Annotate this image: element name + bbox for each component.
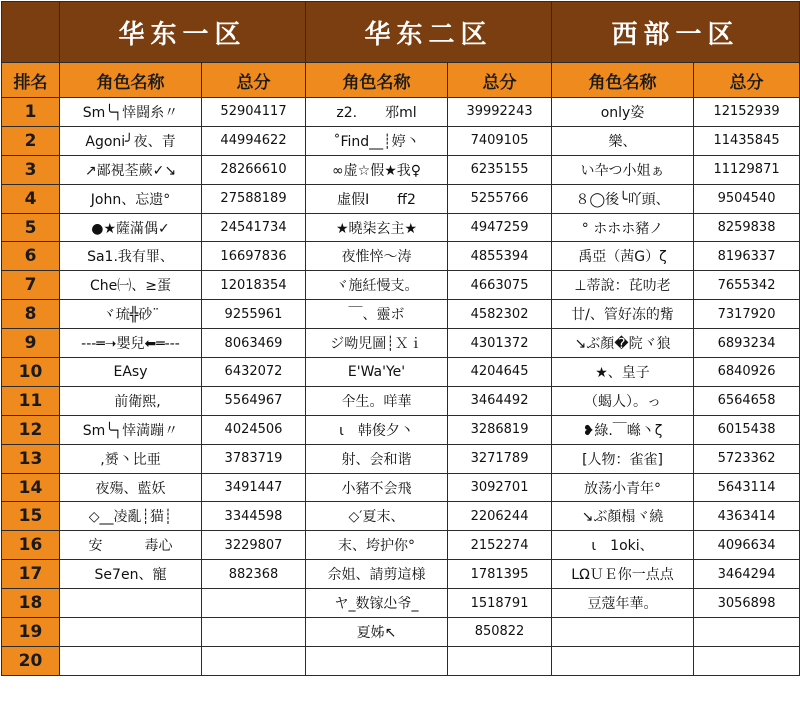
table-row [2, 155, 800, 184]
rank-cell: 20 [2, 646, 60, 675]
table-row [2, 242, 800, 271]
score-cell: 24541734 [202, 213, 306, 242]
rank-cell: 1 [2, 98, 60, 127]
score-cell [694, 618, 800, 647]
player-name-cell: ˚Find__┊婷丶 [306, 126, 448, 155]
name-header: 角色名称 [552, 63, 694, 98]
score-cell: 4301372 [448, 329, 552, 358]
rank-cell: 12 [2, 415, 60, 444]
score-cell: 4363414 [694, 502, 800, 531]
column-header-row [2, 63, 800, 98]
rank-cell: 7 [2, 271, 60, 300]
player-name-cell [60, 646, 202, 675]
player-name-cell: 安 毒心 [60, 531, 202, 560]
player-name-cell: ↗鄙視荃蕨✓↘ [60, 155, 202, 184]
player-name-cell: 放荡小青年° [552, 473, 694, 502]
table-row [2, 444, 800, 473]
rank-header: 排名 [2, 63, 60, 98]
player-name-cell: ヾ施紝慢支。 [306, 271, 448, 300]
player-name-cell: [人物：雀雀] [552, 444, 694, 473]
player-name-cell: ∞虚☆假★我♀ [306, 155, 448, 184]
player-name-cell: EAsy [60, 358, 202, 387]
score-cell: 8196337 [694, 242, 800, 271]
rank-cell: 16 [2, 531, 60, 560]
score-cell: 4096634 [694, 531, 800, 560]
table-row [2, 415, 800, 444]
player-name-cell: ★、皇子 [552, 358, 694, 387]
player-name-cell: ---═➝嬰兒⬅═--- [60, 329, 202, 358]
table-row [2, 618, 800, 647]
player-name-cell [60, 589, 202, 618]
score-cell: 2206244 [448, 502, 552, 531]
score-cell: 3464294 [694, 560, 800, 589]
player-name-cell: 佘姐、請剪這様 [306, 560, 448, 589]
table-row [2, 329, 800, 358]
score-cell: 4855394 [448, 242, 552, 271]
player-name-cell: ￣、靈ボ [306, 300, 448, 329]
player-name-cell: Sm╰┐悻闘糸〃 [60, 98, 202, 127]
score-cell: 850822 [448, 618, 552, 647]
player-name-cell: ◇′夏末、 [306, 502, 448, 531]
rank-cell: 5 [2, 213, 60, 242]
player-name-cell [60, 618, 202, 647]
rank-cell: 17 [2, 560, 60, 589]
score-cell: 3491447 [202, 473, 306, 502]
player-name-cell: 射、会和谐 [306, 444, 448, 473]
player-name-cell: ジ呦児圖┊Ｘｉ [306, 329, 448, 358]
rank-cell: 13 [2, 444, 60, 473]
player-name-cell: John、忘遗° [60, 184, 202, 213]
player-name-cell: ↘ぶ顏榻ヾ繞 [552, 502, 694, 531]
score-cell: 6840926 [694, 358, 800, 387]
player-name-cell: ι 1oki、 [552, 531, 694, 560]
region-title-east-1: 华东一区 [60, 2, 306, 63]
player-name-cell: 末、垮护你° [306, 531, 448, 560]
player-name-cell: ８◯後╰吖頭、 [552, 184, 694, 213]
score-cell: 3286819 [448, 415, 552, 444]
score-cell [202, 646, 306, 675]
table-row [2, 502, 800, 531]
score-cell: 3229807 [202, 531, 306, 560]
player-name-cell: Se7en、寵 [60, 560, 202, 589]
player-name-cell: 虛假I ff2 [306, 184, 448, 213]
player-name-cell: 夏姊↖ [306, 618, 448, 647]
player-name-cell: 前衛熙, [60, 386, 202, 415]
name-header: 角色名称 [306, 63, 448, 98]
player-name-cell: Sa1.我有罪、 [60, 242, 202, 271]
score-cell: 4663075 [448, 271, 552, 300]
score-cell: 4947259 [448, 213, 552, 242]
table-row [2, 473, 800, 502]
player-name-cell: ↘ぶ顏�院ヾ狼 [552, 329, 694, 358]
score-cell: 6893234 [694, 329, 800, 358]
player-name-cell: ●★薩滿偶✓ [60, 213, 202, 242]
score-cell: 4204645 [448, 358, 552, 387]
score-cell: 8259838 [694, 213, 800, 242]
player-name-cell: 禹亞（茜G）ζ [552, 242, 694, 271]
name-header: 角色名称 [60, 63, 202, 98]
table-row [2, 589, 800, 618]
score-cell: 27588189 [202, 184, 306, 213]
table-row [2, 184, 800, 213]
score-cell: 1518791 [448, 589, 552, 618]
player-name-cell: Agoni╯夜、青 [60, 126, 202, 155]
score-cell: 3344598 [202, 502, 306, 531]
rank-cell: 3 [2, 155, 60, 184]
table-row [2, 358, 800, 387]
score-cell: 12018354 [202, 271, 306, 300]
table-row [2, 300, 800, 329]
score-cell: 9255961 [202, 300, 306, 329]
rank-cell: 2 [2, 126, 60, 155]
score-cell: 882368 [202, 560, 306, 589]
table-row [2, 271, 800, 300]
table-row [2, 213, 800, 242]
player-name-cell: ❥綠.￣噝丶ζ [552, 415, 694, 444]
score-cell: 8063469 [202, 329, 306, 358]
player-name-cell: 廿/、管好冻的觜 [552, 300, 694, 329]
score-cell: 44994622 [202, 126, 306, 155]
score-cell: 5723362 [694, 444, 800, 473]
rank-cell: 11 [2, 386, 60, 415]
player-name-cell: 夜惟悴～涛 [306, 242, 448, 271]
score-cell: 7317920 [694, 300, 800, 329]
rank-cell: 6 [2, 242, 60, 271]
table-row [2, 531, 800, 560]
score-cell: 5564967 [202, 386, 306, 415]
score-cell [694, 646, 800, 675]
table-row [2, 646, 800, 675]
score-cell [448, 646, 552, 675]
score-cell: 7409105 [448, 126, 552, 155]
player-name-cell: ⊥蒂說：芘叻老 [552, 271, 694, 300]
score-cell: 11129871 [694, 155, 800, 184]
player-name-cell: ★曉柒玄主★ [306, 213, 448, 242]
player-name-cell: ° ホホホ豬ノ [552, 213, 694, 242]
score-cell: 7655342 [694, 271, 800, 300]
rank-cell: 10 [2, 358, 60, 387]
score-cell: 3783719 [202, 444, 306, 473]
player-name-cell: z2. 邪ml [306, 98, 448, 127]
rank-cell: 19 [2, 618, 60, 647]
score-cell: 6235155 [448, 155, 552, 184]
region-title-east-2: 华东二区 [306, 2, 552, 63]
corner-cell [2, 2, 60, 63]
table-row [2, 386, 800, 415]
score-cell: 11435845 [694, 126, 800, 155]
player-name-cell: LΩＵＥ你一点点 [552, 560, 694, 589]
score-header: 总分 [694, 63, 800, 98]
rank-cell: 15 [2, 502, 60, 531]
rank-cell: 9 [2, 329, 60, 358]
score-cell: 5643114 [694, 473, 800, 502]
player-name-cell: い卆つ小姐ぁ [552, 155, 694, 184]
player-name-cell: E'Wa'Ye' [306, 358, 448, 387]
player-name-cell: 仐生。咩華 [306, 386, 448, 415]
player-name-cell: ,赟丶比亜 [60, 444, 202, 473]
score-cell: 6564658 [694, 386, 800, 415]
table-row [2, 126, 800, 155]
player-name-cell: 夜殤、藍妖 [60, 473, 202, 502]
leaderboard-table [1, 1, 800, 676]
score-cell: 3464492 [448, 386, 552, 415]
region-header-row [2, 2, 800, 63]
player-name-cell: ι 韩俊夕丶 [306, 415, 448, 444]
player-name-cell [552, 646, 694, 675]
rank-cell: 18 [2, 589, 60, 618]
score-header: 总分 [448, 63, 552, 98]
rank-cell: 14 [2, 473, 60, 502]
score-cell: 4024506 [202, 415, 306, 444]
player-name-cell [306, 646, 448, 675]
score-cell: 1781395 [448, 560, 552, 589]
player-name-cell [552, 618, 694, 647]
score-cell: 5255766 [448, 184, 552, 213]
table-row [2, 98, 800, 127]
player-name-cell: ヾ琉╬砂¨ [60, 300, 202, 329]
region-title-west-1: 西部一区 [552, 2, 800, 63]
score-cell: 6432072 [202, 358, 306, 387]
player-name-cell: Sm╰┐悻満蹦〃 [60, 415, 202, 444]
score-cell: 3092701 [448, 473, 552, 502]
rank-cell: 4 [2, 184, 60, 213]
score-cell: 12152939 [694, 98, 800, 127]
player-name-cell: 樂、 [552, 126, 694, 155]
score-cell: 3271789 [448, 444, 552, 473]
score-cell: 2152274 [448, 531, 552, 560]
score-cell: 9504540 [694, 184, 800, 213]
score-cell: 52904117 [202, 98, 306, 127]
table-row [2, 560, 800, 589]
score-cell [202, 618, 306, 647]
rank-cell: 8 [2, 300, 60, 329]
score-cell [202, 589, 306, 618]
player-name-cell: 豆蔻年華。 [552, 589, 694, 618]
player-name-cell: （蝎人）。っ [552, 386, 694, 415]
score-cell: 16697836 [202, 242, 306, 271]
player-name-cell: Che㈠、≥蛋 [60, 271, 202, 300]
player-name-cell: ◇__凌亂┊猫┊ [60, 502, 202, 531]
score-cell: 4582302 [448, 300, 552, 329]
score-cell: 3056898 [694, 589, 800, 618]
player-name-cell: only姿 [552, 98, 694, 127]
player-name-cell: 小豬不会飛 [306, 473, 448, 502]
score-cell: 28266610 [202, 155, 306, 184]
score-cell: 39992243 [448, 98, 552, 127]
player-name-cell: ヤ_数镓尐爷_ [306, 589, 448, 618]
score-cell: 6015438 [694, 415, 800, 444]
score-header: 总分 [202, 63, 306, 98]
